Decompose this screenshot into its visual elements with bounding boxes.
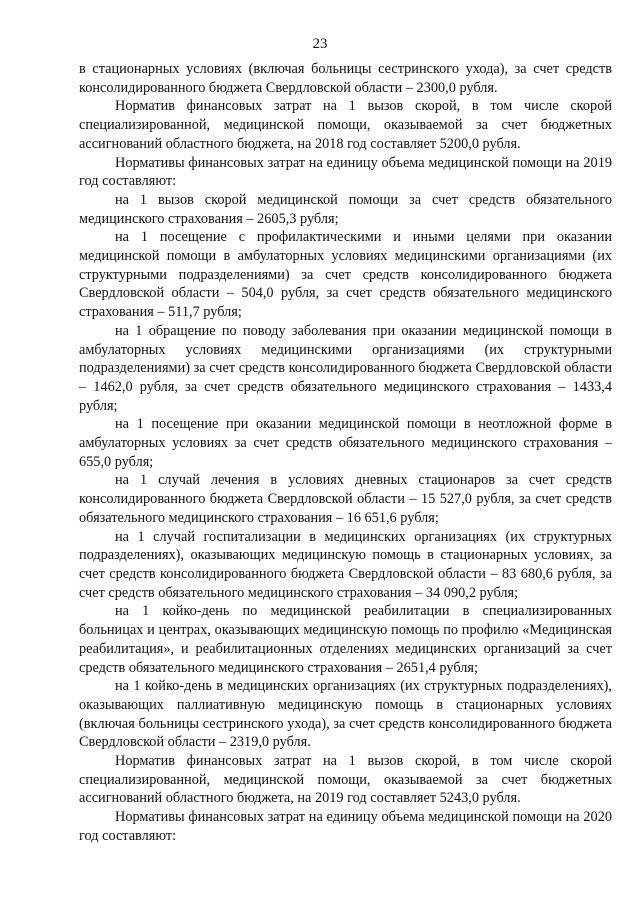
paragraph: Нормативы финансовых затрат на единицу объема медицинской помощи на 2020 год составляют: — [79, 809, 612, 844]
paragraph: на 1 посещение при оказании медицинской помощи в неотложной форме в амбулаторных условиях за счет средств обязательного медицинского страхования – 655,0 рубля; — [79, 416, 612, 470]
paragraph: на 1 обращение по поводу заболевания при оказании медицинской помощи в амбулаторных условиях медицинскими организациями (их структурными подразделениями) за счет средств консолидированного бюджета Свердловской области – 1462,0 рубля, за счет средств обязательного медицинского страхования – 1433,4 рубля; — [79, 322, 612, 414]
paragraph: Норматив финансовых затрат на 1 вызов скорой, в том числе скорой специализированной, медицинской помощи, оказываемой за счет бюджетных ассигнований областного бюджета, на 2019 год составляет 5243,0 рубля. — [79, 753, 612, 807]
paragraph: на 1 койко-день по медицинской реабилитации в специализированных больницах и центрах, оказывающих медицинскую помощь по профилю «Медицинская реабилитация», и реабилитационных отделениях медицинских организаций за счет средств обязательного медицинского страхования – 2651,4 рубля; — [79, 603, 612, 676]
paragraph: Норматив финансовых затрат на 1 вызов скорой, в том числе скорой специализированной, медицинской помощи, оказываемой за счет бюджетных ассигнований областного бюджета, на 2018 год составляет 5200,0 рубля. — [79, 98, 612, 152]
paragraph: на 1 случай лечения в условиях дневных стационаров за счет средств консолидированного бюджета Свердловской области – 15 527,0 рубля, за счет средств обязательного медицинского страхования – 16 651,6 рубля; — [79, 472, 612, 526]
paragraph: на 1 койко-день в медицинских организациях (их структурных подразделениях), оказывающих паллиативную медицинскую помощь в стационарных условиях (включая больницы сестринского ухода), за счет средств консолидированного бюджета Свердловской области – 2319,0 рубля. — [79, 678, 612, 751]
paragraph: на 1 случай госпитализации в медицинских организациях (их структурных подразделениях), оказывающих медицинскую помощь в стационарных условиях, за счет средств консолидированного бюджета Свердловской области – 83 680,6 рубля, за счет средств обязательного медицинского страхования – 34 090,2 рубля; — [79, 528, 612, 601]
document-body — [79, 60, 612, 846]
paragraph: в стационарных условиях (включая больницы сестринского ухода), за счет средств консолидированного бюджета Свердловской области – 2300,0 рубля. — [79, 61, 612, 96]
paragraph: на 1 вызов скорой медицинской помощи за счет средств обязательного медицинского страхования – 2605,3 рубля; — [79, 191, 612, 227]
paragraph: на 1 посещение с профилактическими и иными целями при оказании медицинской помощи в амбулаторных условиях медицинскими организациями (их структурными подразделениями) за счет средств консолидированного бюджета Свердловской области – 504,0 рубля, за счет средств обязательного медицинского страхования – 511,7 рубля; — [79, 229, 612, 321]
page-number: 23 — [312, 36, 328, 52]
paragraph: Нормативы финансовых затрат на единицу объема медицинской помощи на 2019 год составляют: — [79, 154, 612, 190]
